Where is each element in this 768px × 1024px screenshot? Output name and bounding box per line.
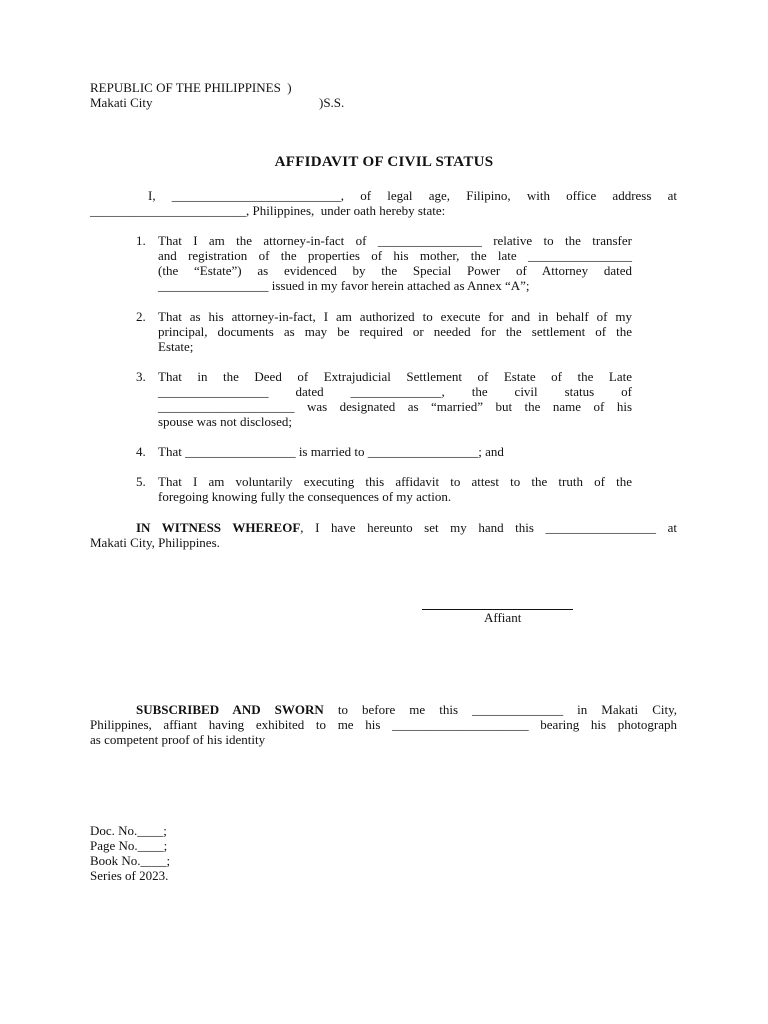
page-no: Page No.____;	[90, 838, 168, 853]
intro-line-2: ________________________, Philippines, under oath hereby state:	[90, 203, 446, 218]
item-4-line: That _________________ is married to _________________; and	[158, 444, 504, 459]
doc-no: Doc. No.____;	[90, 823, 167, 838]
jurat-line-1	[136, 702, 677, 717]
item-1-line: _________________ issued in my favor herein attached as Annex “A”;	[158, 278, 530, 293]
item-number: 5.	[136, 474, 146, 489]
item-1-line: That I am the attorney-in-fact of ________________ relative to the transfer	[158, 233, 632, 248]
caption-ss: )S.S.	[319, 95, 345, 110]
series: Series of 2023.	[90, 868, 169, 883]
witness-line-2: Makati City, Philippines.	[90, 535, 220, 550]
item-number: 3.	[136, 369, 146, 384]
item-2-line: principal, documents as may be required or needed for the settlement of the	[158, 324, 632, 339]
caption-city: Makati City	[90, 95, 153, 110]
caption-republic: REPUBLIC OF THE PHILIPPINES )	[90, 80, 292, 95]
item-3-line: spouse was not disclosed;	[158, 414, 292, 429]
jurat-line-2: Philippines, affiant having exhibited to me his _____________________ bearing his photograph	[90, 717, 677, 732]
item-3-line: _____________________ was designated as “married” but the name of his	[158, 399, 632, 414]
item-5-line: foregoing knowing fully the consequences of my action.	[158, 489, 452, 504]
item-2-line: That as his attorney-in-fact, I am authorized to execute for and in behalf of my	[158, 309, 632, 324]
item-2-line: Estate;	[158, 339, 194, 354]
item-number: 1.	[136, 233, 146, 248]
item-3-line: That in the Deed of Extrajudicial Settlement of Estate of the Late	[158, 369, 632, 384]
item-number: 4.	[136, 444, 146, 459]
jurat-text: to before me this ______________ in Makati City,	[323, 702, 677, 717]
item-3-line: _________________ dated ______________, the civil status of	[158, 384, 632, 399]
item-number: 2.	[136, 309, 146, 324]
book-no: Book No.____;	[90, 853, 171, 868]
jurat-line-3: as competent proof of his identity	[90, 732, 266, 747]
witness-line-1	[136, 520, 677, 535]
intro-line-1: I, __________________________, of legal age, Filipino, with office address at	[148, 188, 677, 203]
item-1-line: and registration of the properties of his mother, the late ________________	[158, 248, 632, 263]
item-5-line: That I am voluntarily executing this affidavit to attest to the truth of the	[158, 474, 632, 489]
witness-text: , I have hereunto set my hand this _________________ at	[300, 520, 677, 535]
document-title: AFFIDAVIT OF CIVIL STATUS	[274, 154, 494, 170]
witness-heading: IN WITNESS WHEREOF	[136, 520, 301, 535]
item-1-line: (the “Estate”) as evidenced by the Special Power of Attorney dated	[158, 263, 632, 278]
affiant-label: Affiant	[484, 610, 522, 625]
jurat-heading: SUBSCRIBED AND SWORN	[136, 702, 324, 717]
